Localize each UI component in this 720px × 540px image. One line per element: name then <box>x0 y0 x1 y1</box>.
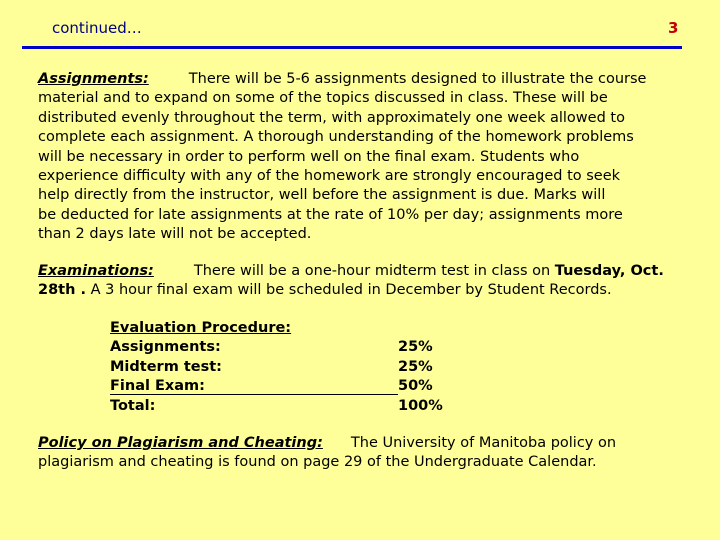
examinations-line-2 <box>38 281 688 300</box>
assignments-line-9: than 2 days late will not be accepted. <box>38 226 312 243</box>
plagiarism-heading: Policy on Plagiarism and Cheating: <box>38 435 323 451</box>
evaluation-value: 25% <box>398 358 433 375</box>
assignments-heading: Assignments: <box>38 71 149 87</box>
midterm-date-part-2: 28th . <box>38 282 86 299</box>
examinations-text-1: There will be a one-hour midterm test in class on <box>193 263 555 279</box>
assignments-text: There will be 5-6 assignments designed to illustrate the course <box>188 71 647 87</box>
plagiarism-line-1 <box>38 434 688 453</box>
assignments-line-4: complete each assignment. A thorough understanding of the homework problems <box>38 129 634 146</box>
assignments-line-8: be deducted for late assignments at the rate of 10% per day; assignments more <box>38 206 623 223</box>
header-divider <box>22 46 682 49</box>
assignments-line-3: distributed evenly throughout the term, with approximately one week allowed to <box>38 109 625 126</box>
evaluation-value: 25% <box>398 339 433 356</box>
evaluation-label: Midterm test: <box>110 358 222 375</box>
examinations-line-1 <box>38 262 688 281</box>
examinations-heading: Examinations: <box>38 263 154 279</box>
evaluation-procedure <box>110 319 458 416</box>
examinations-text-2: A 3 hour final exam will be scheduled in December by Student Records. <box>86 282 612 299</box>
assignments-line-2: material and to expand on some of the topics discussed in class. These will be <box>38 90 608 107</box>
evaluation-label: Assignments: <box>110 339 221 356</box>
evaluation-row <box>110 397 458 416</box>
assignments-line-6: experience difficulty with any of the homework are strongly encouraged to seek <box>38 168 621 185</box>
examinations-section <box>38 262 688 301</box>
header-title: continued… <box>52 19 142 37</box>
assignments-line-5: will be necessary in order to perform well on the final exam. Students who <box>38 148 580 165</box>
plagiarism-line-2: plagiarism and cheating is found on page 29 of the Undergraduate Calendar. <box>38 454 597 471</box>
evaluation-row <box>110 358 458 377</box>
evaluation-heading: Evaluation Procedure: <box>110 320 292 336</box>
plagiarism-section <box>38 434 688 473</box>
midterm-date-part-1: Tuesday, Oct. <box>554 263 664 279</box>
assignments-line-7: help directly from the instructor, well before the assignment is due. Marks will <box>38 187 606 204</box>
evaluation-label: Final Exam: <box>110 377 398 395</box>
assignments-line-1 <box>38 70 688 89</box>
page-number: 3 <box>668 19 679 37</box>
plagiarism-text-1: The University of Manitoba policy on <box>350 435 617 451</box>
evaluation-row <box>110 377 458 396</box>
evaluation-value: 100% <box>398 397 443 414</box>
evaluation-row <box>110 338 458 357</box>
assignments-section <box>38 70 688 245</box>
evaluation-value: 50% <box>398 378 433 395</box>
evaluation-label: Total: <box>110 397 156 414</box>
